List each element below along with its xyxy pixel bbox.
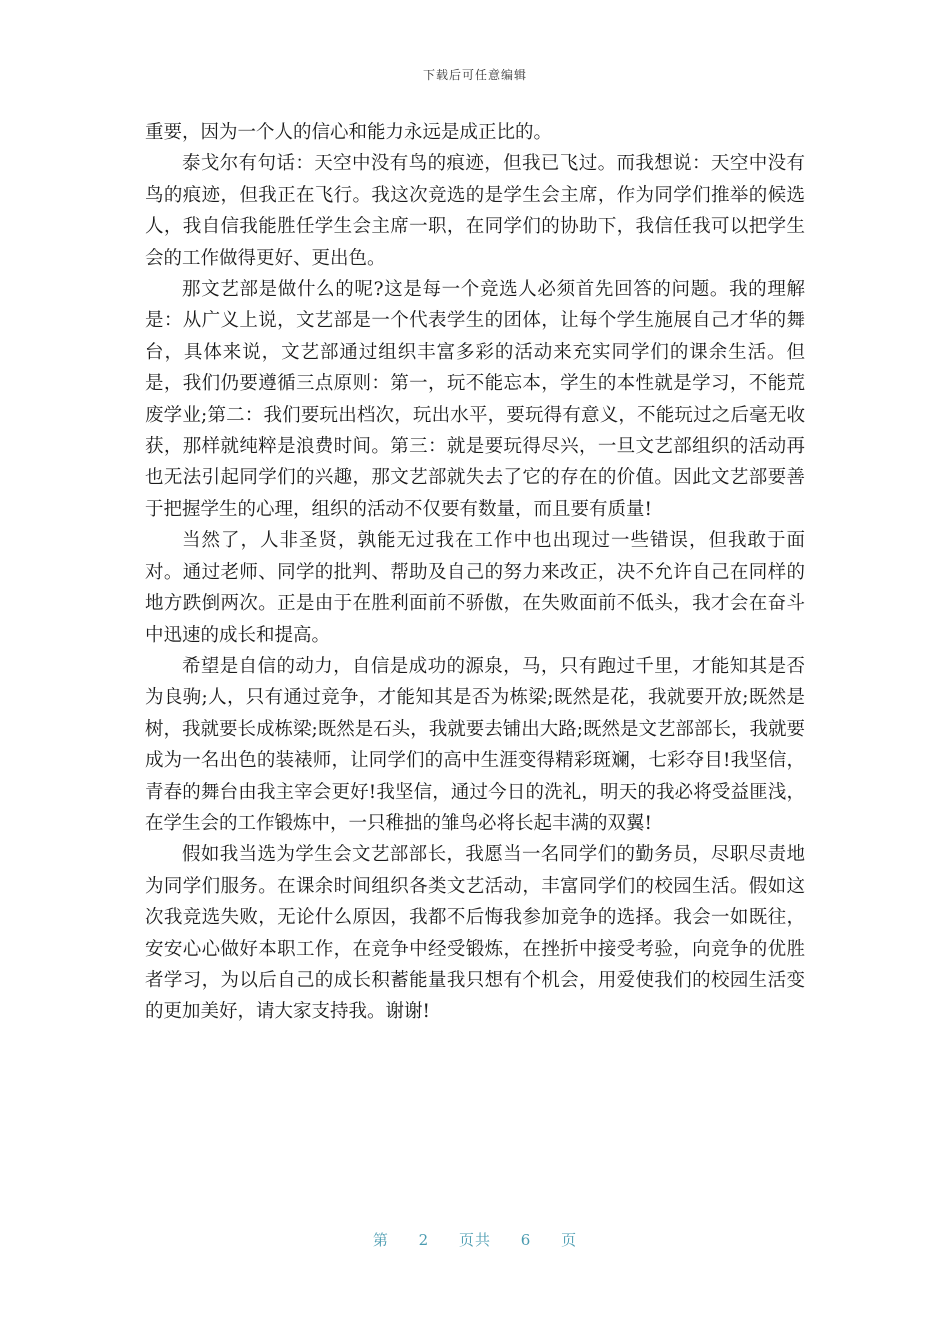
page-header: 下载后可任意编辑 bbox=[422, 68, 527, 82]
total-page-count: 6 bbox=[520, 1231, 532, 1249]
paragraph-3: 那文艺部是做什么的呢?这是每一个竞选人必须首先回答的问题。我的理解是：从广义上说，文艺部是一个代表学生的团体，让每个学生施展自己才华的舞台，具体来说，文艺部通过组织丰富多彩的活动来充实同学们的课余生活。但是，我们仍要遵循三点原则：第一，玩不能忘本，学生的本性就是学习，不能荒废学业;第二：我们要玩出档次，玩出水平，要玩得有意义，不能玩过之后毫无收获，那样就纯粹是浪费时间。第三：就是要玩得尽兴，一旦文艺部组织的活动再也无法引起同学们的兴趣，那文艺部就失去了它的存在的价值。因此文艺部要善于把握学生的心理，组织的活动不仅要有数量，而且要有质量! bbox=[145, 279, 805, 520]
paragraph-1: 重要，因为一个人的信心和能力永远是成正比的。 bbox=[145, 122, 553, 143]
paragraph-6: 假如我当选为学生会文艺部部长，我愿当一名同学们的勤务员，尽职尽责地为同学们服务。在课余时间组织各类文艺活动，丰富同学们的校园生活。假如这次我竞选失败，无论什么原因，我都不后悔我参加竞争的选择。我会一如既往，安安心心做好本职工作，在竞争中经受锻炼，在挫折中接受考验，向竞争的优胜者学习，为以后自己的成长积蓄能量我只想有个机会，用爱使我们的校园生活变的更加美好，请大家支持我。谢谢! bbox=[145, 844, 805, 1023]
document-body bbox=[145, 117, 805, 1028]
paragraph-5: 希望是自信的动力，自信是成功的源泉，马，只有跑过千里，才能知其是否为良驹;人，只有通过竞争，才能知其是否为栋梁;既然是花，我就要开放;既然是树，我就要长成栋梁;既然是石头，我就要去铺出大路;既然是文艺部部长，我就要成为一名出色的装裱师，让同学们的高中生涯变得精彩斑斓，七彩夺目!我坚信，青春的舞台由我主宰会更好!我坚信，通过今日的洗礼，明天的我必将受益匪浅，在学生会的工作锻炼中，一只稚拙的雏鸟必将长起丰满的双翼! bbox=[145, 655, 806, 834]
footer-middle: 页共 bbox=[458, 1231, 491, 1249]
paragraph-2: 泰戈尔有句话：天空中没有鸟的痕迹，但我已飞过。而我想说：天空中没有鸟的痕迹，但我正在飞行。我这次竞选的是学生会主席，作为同学们推举的候选人，我自信我能胜任学生会主席一职，在同学们的协助下，我信任我可以把学生会的工作做得更好、更出色。 bbox=[145, 153, 805, 269]
page-footer bbox=[0, 1229, 950, 1250]
footer-suffix: 页 bbox=[561, 1231, 578, 1249]
footer-prefix: 第 bbox=[372, 1231, 389, 1249]
current-page-number: 2 bbox=[418, 1231, 430, 1249]
paragraph-4: 当然了，人非圣贤，孰能无过我在工作中也出现过一些错误，但我敢于面对。通过老师、同学的批判、帮助及自己的努力来改正，决不允许自己在同样的地方跌倒两次。正是由于在胜利面前不骄傲，在失败面前不低头，我才会在奋斗中迅速的成长和提高。 bbox=[145, 530, 805, 646]
